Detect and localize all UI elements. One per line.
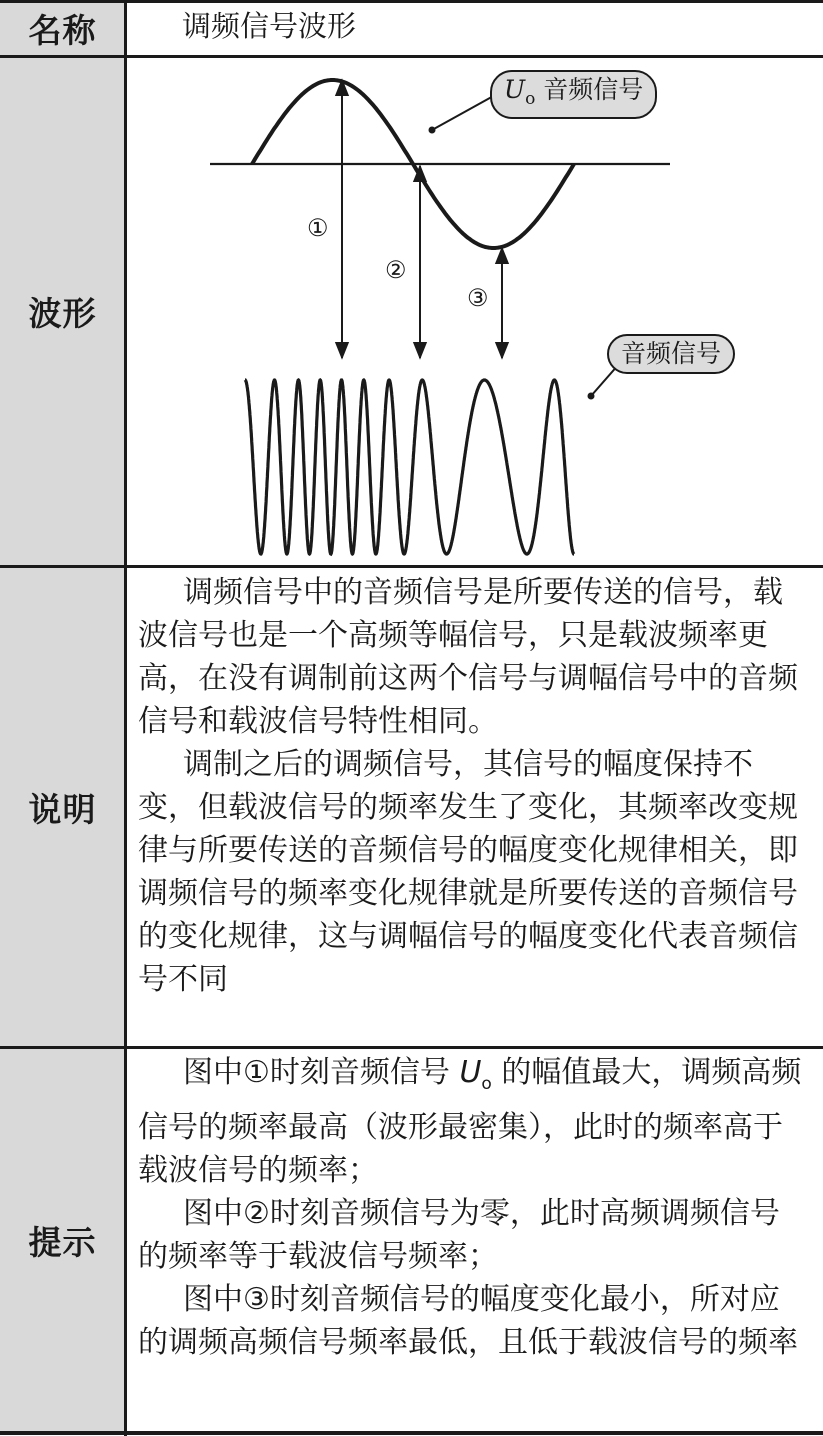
label-text: 提示 [28,1223,97,1262]
callout-symbol: U [504,75,526,104]
leader-line-top [432,94,497,130]
row-label-name [0,2,125,55]
row-label-waveform [0,58,125,565]
label-text: 名称 [28,11,97,50]
leader-dot [429,127,436,134]
explanation-paragraph-1: 调频信号中的音频信号是所要传送的信号，载波信号也是一个高频等幅信号，只是载波频率更高，在没有调制前这两个信号与调幅信号中的音频信号和载波信号特性相同。 [138,575,798,739]
name-value: 调频信号波形 [182,9,357,43]
symbol-u: U [459,1055,482,1090]
tips-paragraph-2: 图中②时刻音频信号为零，此时高频调频信号的频率等于载波信号频率； [138,1196,780,1274]
callout-text: 音频信号 [543,75,644,104]
label-text: 说明 [28,789,97,829]
explanation-text [138,571,808,1001]
leader-dot [588,393,595,400]
marker-2-label: ② [385,256,407,284]
symbol-subscript: o [481,1074,492,1094]
row-label-tips [0,1049,125,1432]
label-text: 波形 [28,294,97,333]
callout-text: 音频信号 [621,339,722,368]
callout-audio-signal [607,334,735,374]
callout-subscript: o [525,89,536,109]
waveform-figure [127,58,823,565]
tips-paragraph-1 [138,1051,808,1192]
tips-text-part: 图中①时刻音频信号 [183,1055,460,1090]
explanation-paragraph-2: 调制之后的调频信号，其信号的幅度保持不变，但载波信号的频率发生了变化，其频率改变规律与所要传送的音频信号的幅度变化规律相关，即调频信号的频率变化规律就是所要传送的音频信号的变化规律，这与调幅信号的幅度变化代表音频信号不同 [138,747,798,997]
marker-1-label: ① [307,214,329,242]
row-label-explanation [0,568,125,1046]
tips-paragraph-3: 图中③时刻音频信号的幅度变化最小，所对应的调频高频信号频率最低，且低于载波信号的频率 [138,1282,798,1360]
fm-signal-wave [245,380,574,554]
callout-audio-signal-uo [490,70,657,119]
tips-text-part: 的幅值最大，调频高频信号的频率最高（波形最密集），此时的频率高于载波信号的频率； [138,1055,802,1188]
marker-3-label: ③ [467,284,489,312]
tips-text [138,1051,808,1364]
